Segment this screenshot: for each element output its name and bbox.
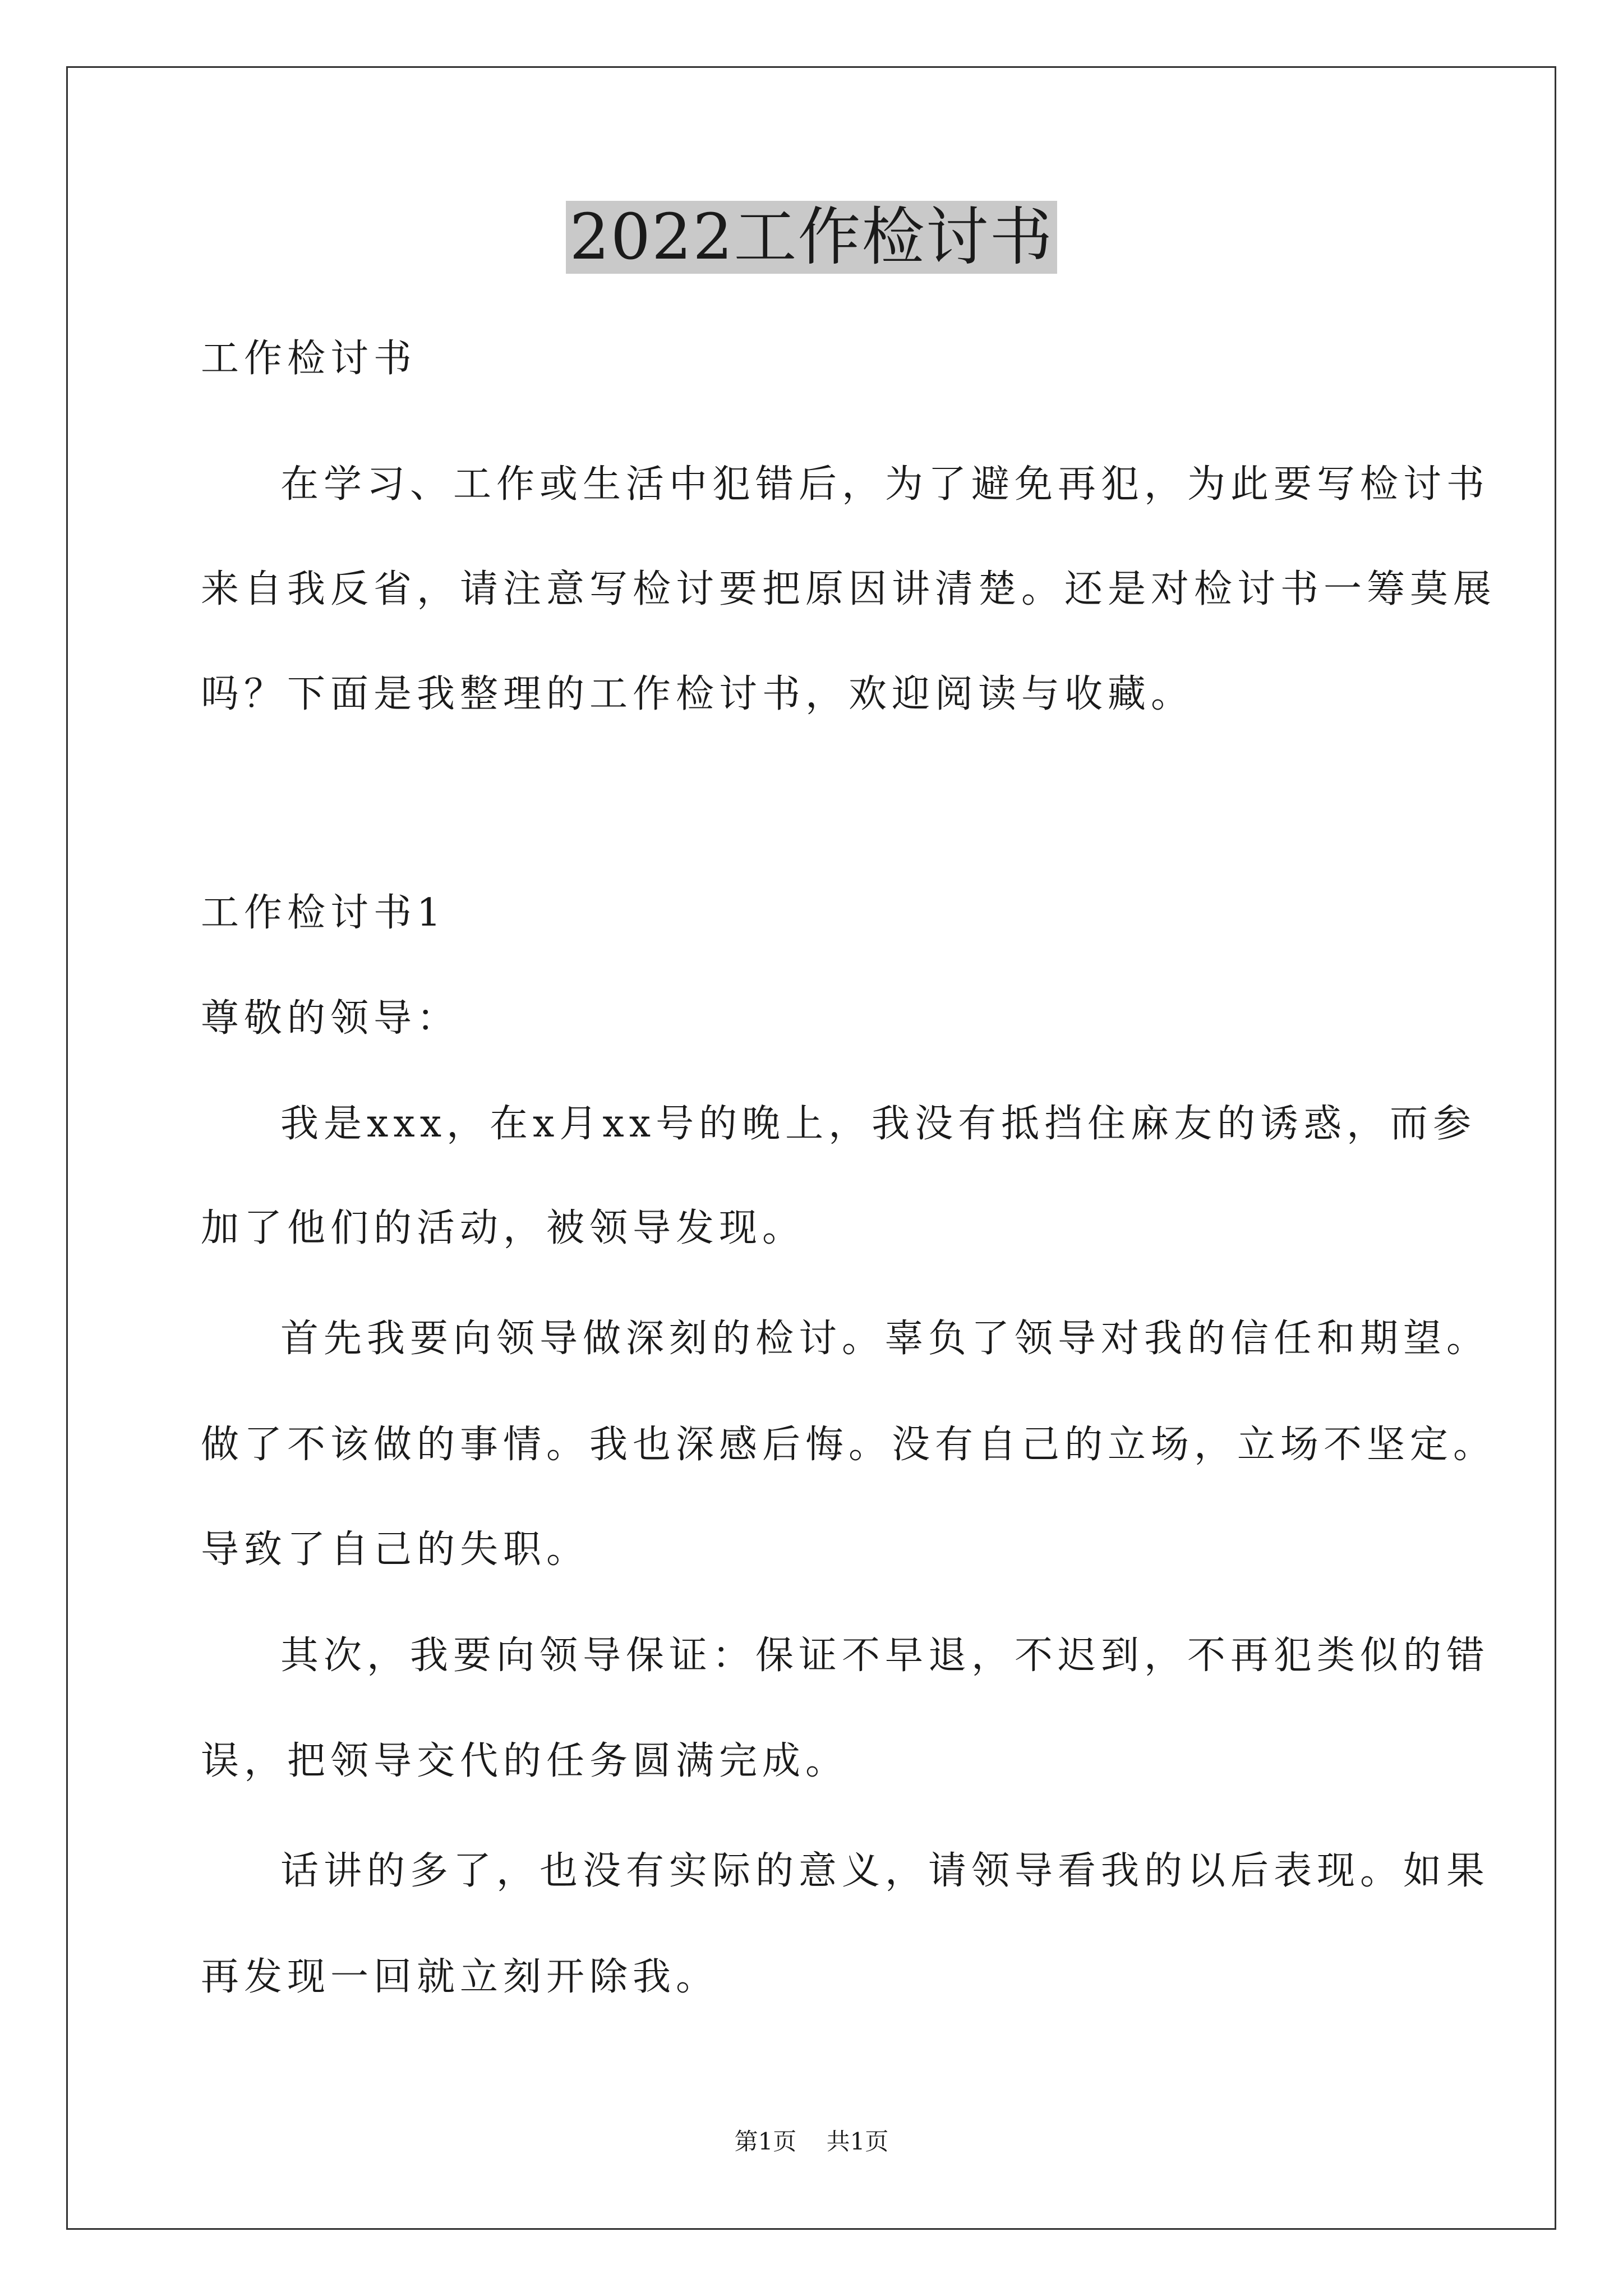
intro-line-3: 吗？下面是我整理的工作检讨书，欢迎阅读与收藏。 xyxy=(201,672,1195,716)
paragraph-4-line-2: 再发现一回就立刻开除我。 xyxy=(201,1955,720,1999)
paragraph-3-line-1: 其次，我要向领导保证：保证不早退，不迟到，不再犯类似的错 xyxy=(280,1634,1490,1678)
paragraph-3-line-2: 误，把领导交代的任务圆满完成。 xyxy=(201,1739,849,1783)
paragraph-1-line-1: 我是xxx，在x月xx号的晚上，我没有抵挡住麻友的诱惑，而参 xyxy=(280,1102,1477,1146)
paragraph-1-line-2: 加了他们的活动，被领导发现。 xyxy=(201,1206,806,1250)
intro-line-2: 来自我反省，请注意写检讨要把原因讲清楚。还是对检讨书一筹莫展 xyxy=(201,567,1497,611)
intro-line-1: 在学习、工作或生活中犯错后，为了避免再犯，为此要写检讨书 xyxy=(280,462,1490,507)
page-footer xyxy=(0,2125,1623,2159)
paragraph-4-line-1: 话讲的多了，也没有实际的意义，请领导看我的以后表现。如果 xyxy=(280,1849,1490,1893)
salutation: 尊敬的领导： xyxy=(201,996,460,1041)
page-total: 共1页 xyxy=(826,2128,889,2155)
paragraph-2-line-1: 首先我要向领导做深刻的检讨。辜负了领导对我的信任和期望。 xyxy=(280,1317,1490,1361)
title-wrap xyxy=(0,201,1623,274)
paragraph-2-line-3: 导致了自己的失职。 xyxy=(201,1527,590,1572)
page-number: 第1页 xyxy=(734,2128,797,2155)
section-heading: 工作检讨书 xyxy=(201,337,417,381)
document-title: 2022工作检讨书 xyxy=(566,201,1057,274)
paragraph-2-line-2: 做了不该做的事情。我也深感后悔。没有自己的立场，立场不坚定。 xyxy=(201,1423,1497,1467)
letter-heading: 工作检讨书1 xyxy=(201,891,446,935)
